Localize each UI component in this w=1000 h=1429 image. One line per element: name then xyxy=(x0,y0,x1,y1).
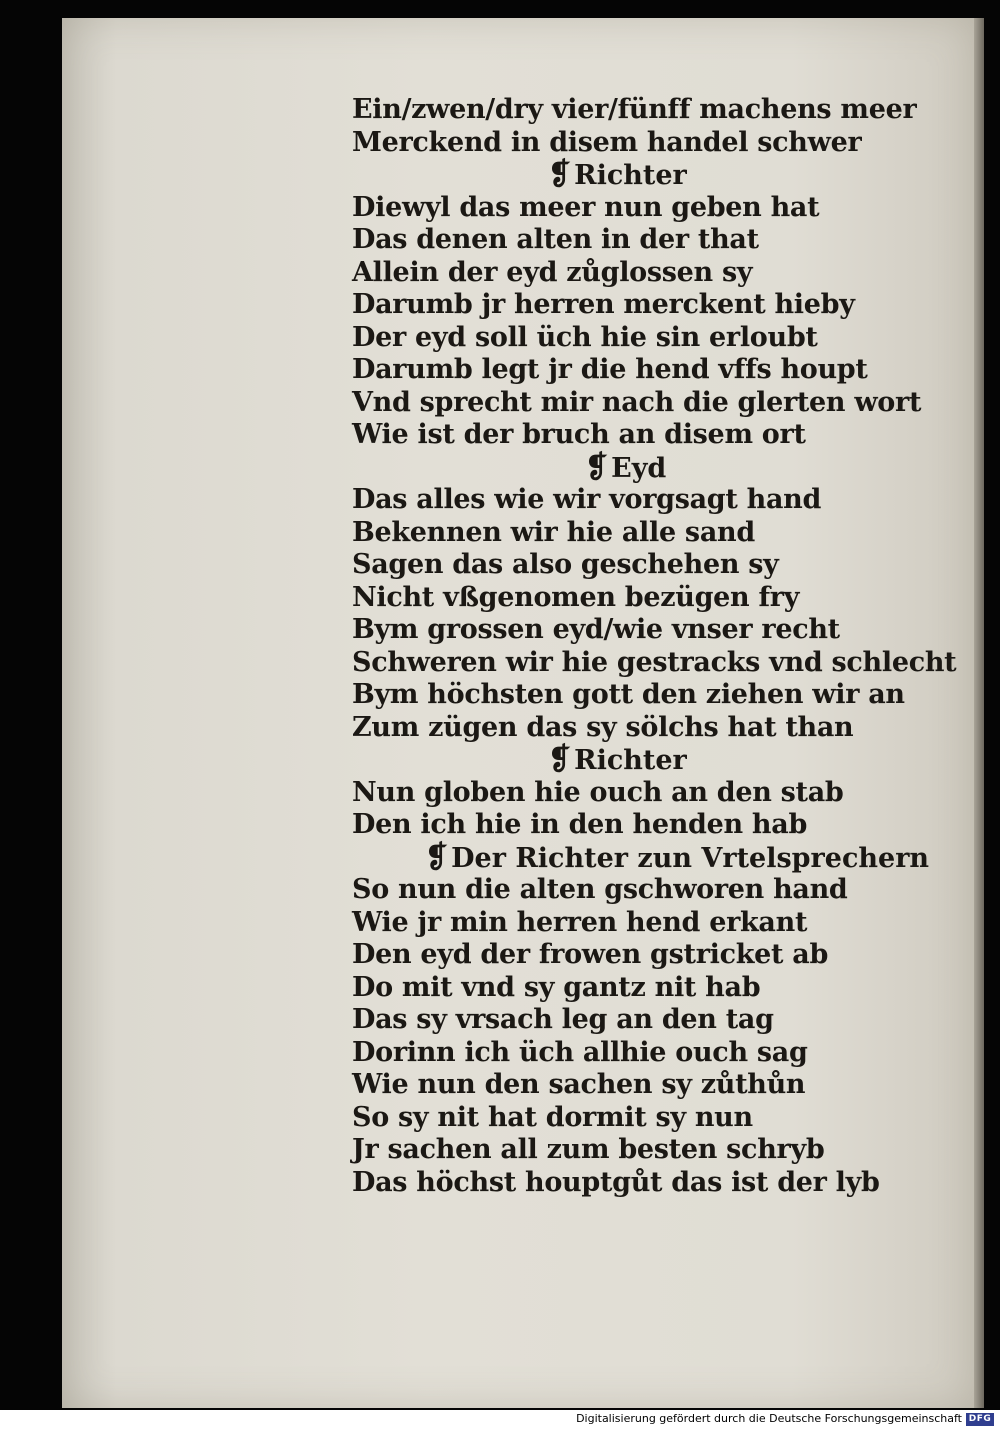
speaker-name: Eyd xyxy=(611,452,667,484)
speaker-heading xyxy=(352,744,912,777)
verse-line: Schweren wir hie gestracks vnd schlecht xyxy=(352,646,957,678)
verse-line: Wie jr min herren hend erkant xyxy=(352,906,808,938)
pilcrow-icon: ❡ xyxy=(425,839,448,875)
verse-line: Allein der eyd zůglossen sy xyxy=(352,256,753,288)
verse-line: Darumb legt jr die hend vffs houpt xyxy=(352,354,868,385)
verse-line: Darumb jr herren merckent hieby xyxy=(352,289,855,320)
verse-line: Bekennen wir hie alle sand xyxy=(352,516,755,548)
verse-line: Diewyl das meer nun geben hat xyxy=(352,191,820,223)
verse-line: Wie ist der bruch an disem ort xyxy=(352,419,806,450)
verse-text-block xyxy=(352,94,957,1199)
verse-line: Do mit vnd sy gantz nit hab xyxy=(352,971,761,1003)
verse-line: So sy nit hat dormit sy nun xyxy=(352,1101,753,1133)
verse-line: Der eyd soll üch hie sin erloubt xyxy=(352,321,818,353)
page-edge xyxy=(974,18,984,1408)
verse-line: Sagen das also geschehen sy xyxy=(352,549,779,580)
footer-credit: Digitalisierung gefördert durch die Deutsche Forschungsgemeinschaft xyxy=(576,1412,962,1425)
verse-line: Nicht vßgenomen bezügen fry xyxy=(352,581,800,613)
verse-line: Das sy vrsach leg an den tag xyxy=(352,1004,774,1035)
verse-line: Jr sachen all zum besten schryb xyxy=(352,1134,825,1165)
verse-line: Das alles wie wir vorgsagt hand xyxy=(352,484,822,515)
verse-line: Bym grossen eyd/wie vnser recht xyxy=(352,614,840,645)
verse-line: Bym höchsten gott den ziehen wir an xyxy=(352,679,905,710)
dfg-logo-icon: DFG xyxy=(966,1413,994,1426)
speaker-heading xyxy=(352,449,912,485)
verse-line: Wie nun den sachen sy zůthůn xyxy=(352,1069,806,1100)
verse-line: Nun globen hie ouch an den stab xyxy=(352,776,844,808)
verse-line: Den ich hie in den henden hab xyxy=(352,809,808,840)
verse-line: So nun die alten gschworen hand xyxy=(352,874,848,905)
pilcrow-icon: ❡ xyxy=(548,157,571,192)
verse-line: Ein/zwen/dry vier/fünff machens meer xyxy=(352,94,917,125)
verse-line: Vnd sprecht mir nach die glerten wort xyxy=(352,386,922,418)
verse-line: Das höchst houptgůt das ist der lyb xyxy=(352,1166,880,1198)
pilcrow-icon: ❡ xyxy=(548,742,571,777)
speaker-heading xyxy=(352,159,912,192)
speaker-heading xyxy=(352,839,930,875)
pilcrow-icon: ❡ xyxy=(585,449,608,485)
verse-line: Merckend in disem handel schwer xyxy=(352,126,862,158)
verse-line: Dorinn ich üch allhie ouch sag xyxy=(352,1036,808,1068)
verse-line: Den eyd der frowen gstricket ab xyxy=(352,939,829,970)
speaker-name: Richter xyxy=(574,160,687,191)
footer-bar xyxy=(0,1410,1000,1429)
speaker-name: Richter xyxy=(574,745,687,776)
verse-line: Zum zügen das sy sölchs hat than xyxy=(352,711,854,743)
verse-line: Das denen alten in der that xyxy=(352,224,759,255)
speaker-name: Der Richter zun Vrtelsprechern xyxy=(451,842,930,874)
